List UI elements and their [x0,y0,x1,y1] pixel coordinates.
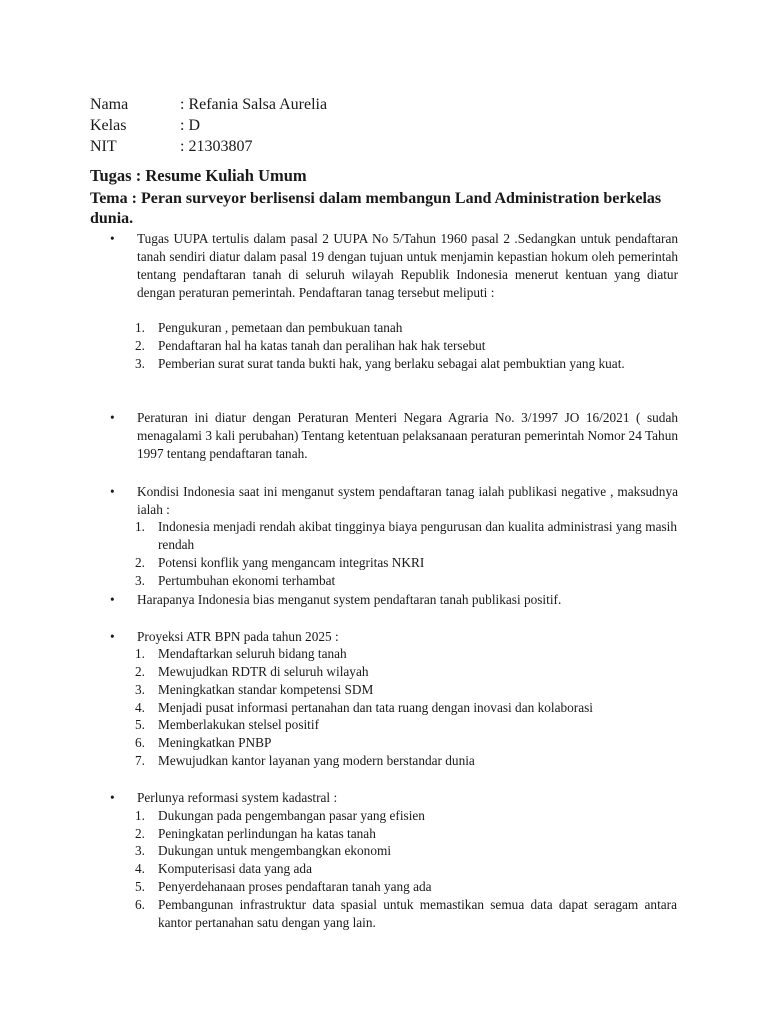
bullet-icon: • [110,629,115,644]
bullet-icon: • [110,592,115,607]
item-number: 6. [135,897,145,912]
tema-title: Tema : Peran surveyor berlisensi dalam membangun Land Administration berkelas dunia. [90,190,662,227]
bullet-item [110,591,678,609]
numbered-item [135,860,677,878]
item-text: Indonesia menjadi rendah akibat tingginya biaya pengurusan dan kualita administrasi yang masih rendah [158,519,677,552]
item-text: Pembangunan infrastruktur data spasial untuk memastikan semua data dapat seragam antara kantor pertanahan satu dengan yang lain. [158,897,677,930]
item-number: 1. [135,646,145,661]
item-number: 3. [135,843,145,858]
nama-label: Nama [90,96,129,113]
item-number: 4. [135,861,145,876]
item-number: 7. [135,753,145,768]
numbered-item [135,878,677,896]
item-text: Dukungan pada pengembangan pasar yang efisien [158,808,425,823]
item-text: Dukungan untuk mengembangkan ekonomi [158,843,392,858]
item-number: 2. [135,664,145,679]
item-number: 3. [135,682,145,697]
item-text: Meningkatkan standar kompetensi SDM [158,682,374,697]
numbered-item [135,337,677,355]
item-number: 4. [135,700,145,715]
item-text: Potensi konflik yang mengancam integritas NKRI [158,555,425,570]
bullet-icon: • [110,790,115,805]
item-number: 5. [135,879,145,894]
item-text: Pemberian surat surat tanda bukti hak, yang berlaku sebagai alat pembuktian yang kuat. [158,356,625,371]
numbered-item [135,734,677,752]
item-text: Penyerdehanaan proses pendaftaran tanah yang ada [158,879,432,894]
item-text: Memberlakukan stelsel positif [158,717,320,732]
bullet-text: Tugas UUPA tertulis dalam pasal 2 UUPA No 5/Tahun 1960 pasal 2 .Sedangkan untuk pendaftaran tanah sendiri diatur dalam pasal 19 dengan tujuan untuk menjamin kepastian hokum oleh pemerintah tentang pendaftaran tanah di seluruh wilayah Republik Indonesia menerut kentuan yang diatur dengan peraturan pemerintah. Pendaftaran tanag tersebut meliputi : [137,231,678,300]
item-text: Mendaftarkan seluruh bidang tanah [158,646,347,661]
item-number: 5. [135,717,145,732]
bullet-text: Kondisi Indonesia saat ini menganut system pendaftaran tanag ialah publikasi negative , maksudnya ialah : [137,484,678,517]
item-number: 3. [135,573,145,588]
numbered-item [135,807,677,825]
item-number: 1. [135,519,145,534]
item-number: 2. [135,338,145,353]
numbered-item [135,645,677,663]
item-number: 2. [135,826,145,841]
bullet-item [110,409,678,463]
numbered-item [135,572,677,590]
nit-label: NIT [90,138,117,155]
bullet-text: Harapanya Indonesia bias menganut system pendaftaran tanah publikasi positif. [137,592,562,607]
bullet-item [110,628,678,646]
kelas-row [90,116,200,136]
numbered-item [135,825,677,843]
numbered-item [135,842,677,860]
item-number: 6. [135,735,145,750]
kelas-value: : D [180,117,200,134]
bullet-text: Peraturan ini diatur dengan Peraturan Menteri Negara Agraria No. 3/1997 JO 16/2021 ( sudah menagalami 3 kali perubahan) Tentang ketentuan pelaksanaan peraturan pemerintah Nomor 24 Tahun 1997 tentang pendaftaran tanah. [137,410,678,461]
item-text: Pertumbuhan ekonomi terhambat [158,573,336,588]
bullet-icon: • [110,410,115,425]
bullet-icon: • [110,484,115,499]
numbered-item [135,752,677,770]
nama-value: : Refania Salsa Aurelia [180,96,328,113]
item-text: Pendaftaran hal ha katas tanah dan peralihan hak hak tersebut [158,338,486,353]
numbered-item [135,554,677,572]
numbered-item [135,663,677,681]
nit-value: : 21303807 [180,138,253,155]
tugas-title: Tugas : Resume Kuliah Umum [90,166,307,185]
item-text: Meningkatkan PNBP [158,735,272,750]
item-text: Menjadi pusat informasi pertanahan dan tata ruang dengan inovasi dan kolaborasi [158,700,593,715]
bullet-text: Proyeksi ATR BPN pada tahun 2025 : [137,629,339,644]
numbered-item [135,681,677,699]
item-text: Mewujudkan kantor layanan yang modern berstandar dunia [158,753,475,768]
numbered-item [135,699,677,717]
bullet-icon: • [110,231,115,246]
nama-row [90,95,327,115]
item-text: Pengukuran , pemetaan dan pembukuan tanah [158,320,403,335]
bullet-item [110,483,678,519]
item-number: 3. [135,356,145,371]
item-text: Komputerisasi data yang ada [158,861,312,876]
numbered-item [135,355,677,373]
numbered-item [135,896,677,932]
nit-row [90,137,252,157]
item-text: Peningkatan perlindungan ha katas tanah [158,826,376,841]
numbered-item [135,518,677,554]
bullet-text: Perlunya reformasi system kadastral : [137,790,338,805]
kelas-label: Kelas [90,117,127,134]
numbered-item [135,319,677,337]
bullet-item [110,230,678,302]
item-number: 1. [135,320,145,335]
bullet-item [110,789,678,807]
item-number: 2. [135,555,145,570]
item-number: 1. [135,808,145,823]
numbered-item [135,716,677,734]
item-text: Mewujudkan RDTR di seluruh wilayah [158,664,369,679]
